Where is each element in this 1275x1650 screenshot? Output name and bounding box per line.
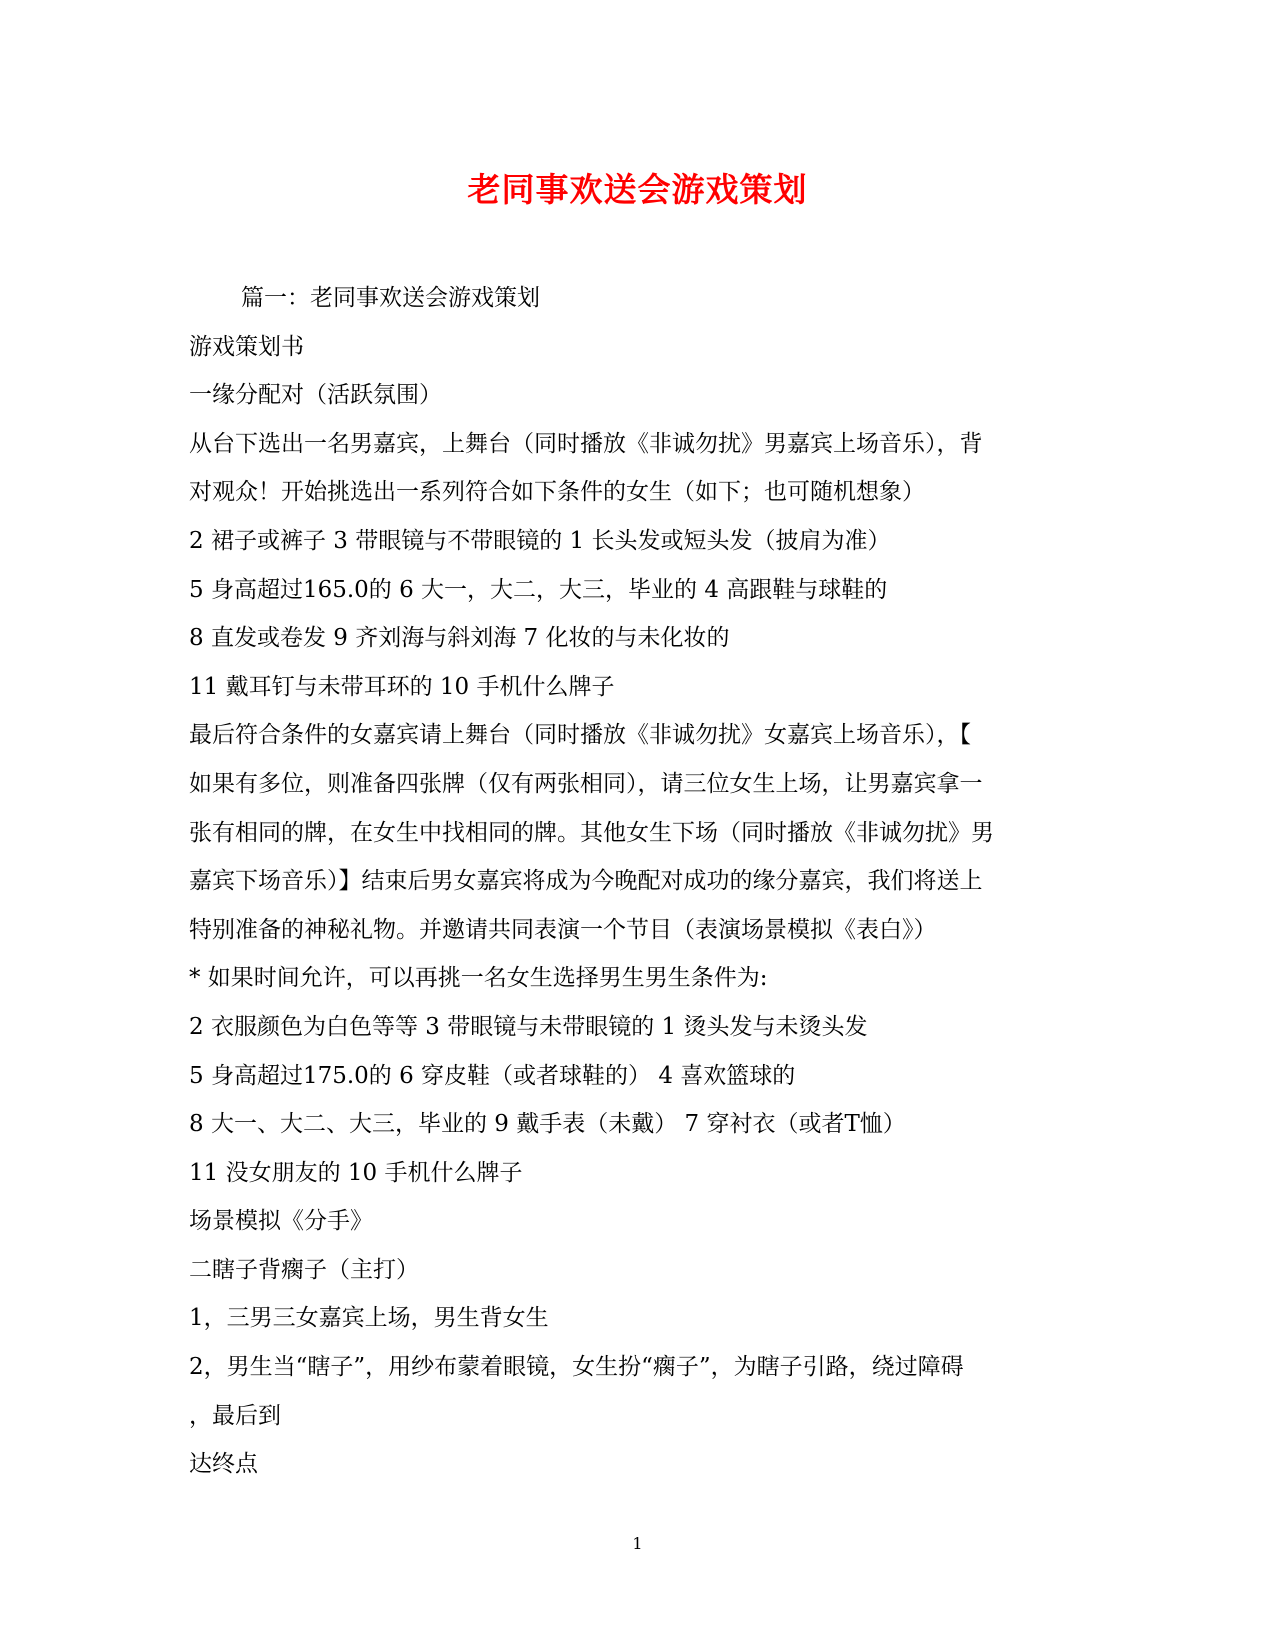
text-line: 5 身高超过175.0的 6 穿皮鞋（或者球鞋的） 4 喜欢篮球的 [189, 1062, 796, 1089]
section-heading: 篇一：老同事欢送会游戏策划 [241, 285, 540, 311]
text-line: ，最后到 [189, 1402, 281, 1429]
text-line: 游戏策划书 [189, 333, 304, 360]
text-line: 2，男生当“瞎子”，用纱布蒙着眼镜，女生扮“瘸子”，为瞎子引路，绕过障碍 [189, 1354, 964, 1381]
page-number: 1 [632, 1534, 643, 1553]
text-line: 如果有多位，则准备四张牌（仅有两张相同），请三位女生上场，让男嘉宾拿一 [189, 770, 983, 797]
text-line: 5 身高超过165.0的 6 大一，大二，大三，毕业的 4 高跟鞋与球鞋的 [189, 576, 888, 603]
game-heading: 一缘分配对（活跃氛围） [189, 382, 442, 409]
text-line: 2 衣服颜色为白色等等 3 带眼镜与未带眼镜的 1 烫头发与未烫头发 [189, 1013, 868, 1040]
text-line: 张有相同的牌，在女生中找相同的牌。其他女生下场（同时播放《非诚勿扰》男 [189, 819, 994, 846]
text-line: 最后符合条件的女嘉宾请上舞台（同时播放《非诚勿扰》女嘉宾上场音乐），【 [189, 722, 971, 749]
game-heading: 二瞎子背瘸子（主打） [189, 1256, 419, 1283]
text-line: * 如果时间允许，可以再挑一名女生选择男生男生条件为: [189, 965, 768, 992]
text-line: 嘉宾下场音乐）】结束后男女嘉宾将成为今晚配对成功的缘分嘉宾，我们将送上 [189, 868, 983, 895]
text-line: 8 直发或卷发 9 齐刘海与斜刘海 7 化妆的与未化妆的 [189, 625, 730, 652]
text-line: 达终点 [189, 1451, 258, 1478]
text-line: 8 大一、大二、大三，毕业的 9 戴手表（未戴） 7 穿衬衣（或者T恤） [189, 1111, 906, 1138]
text-line: 从台下选出一名男嘉宾，上舞台（同时播放《非诚勿扰》男嘉宾上场音乐），背 [189, 430, 983, 457]
text-line: 对观众！开始挑选出一系列符合如下条件的女生（如下；也可随机想象） [189, 479, 925, 506]
document-title: 老同事欢送会游戏策划 [467, 170, 808, 209]
text-line: 11 戴耳钉与未带耳环的 10 手机什么牌子 [189, 673, 615, 700]
text-line: 1，三男三女嘉宾上场，男生背女生 [189, 1305, 549, 1332]
text-line: 11 没女朋友的 10 手机什么牌子 [189, 1159, 523, 1186]
text-line: 2 裙子或裤子 3 带眼镜与不带眼镜的 1 长头发或短头发（披肩为准） [189, 527, 891, 554]
text-line: 特别准备的神秘礼物。并邀请共同表演一个节目（表演场景模拟《表白》） [189, 916, 937, 943]
text-line: 场景模拟《分手》 [189, 1208, 373, 1235]
document-body [189, 274, 1069, 1489]
